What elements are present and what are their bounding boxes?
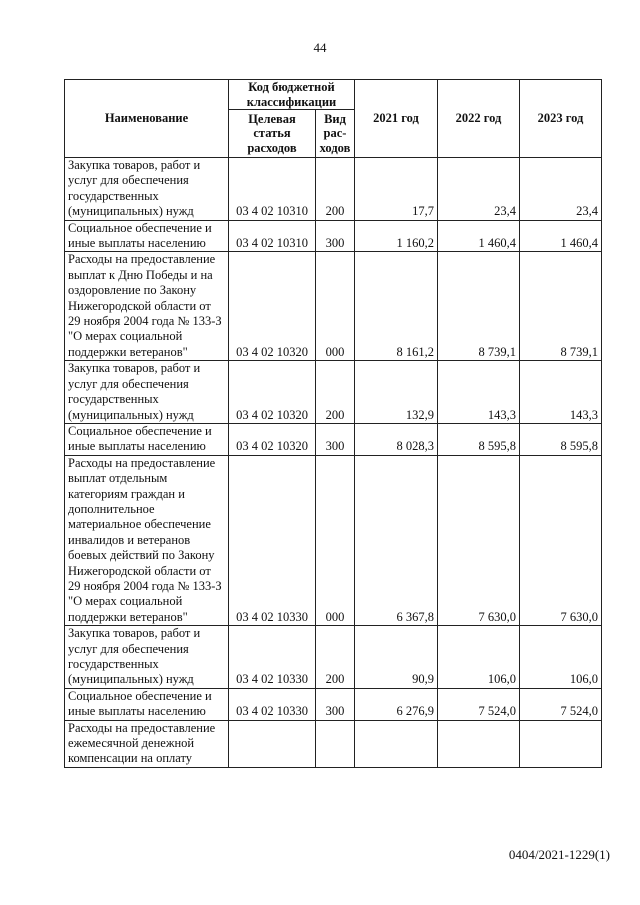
row-code [229, 720, 316, 767]
row-2022: 7 524,0 [438, 688, 520, 720]
table-row [65, 423, 602, 455]
row-code: 03 4 02 10330 [229, 455, 316, 625]
row-2022: 7 630,0 [438, 455, 520, 625]
row-2023: 7 524,0 [520, 688, 602, 720]
row-name: Закупка товаров, работ и услуг для обеспечения государственных (муниципальных) нужд [65, 158, 229, 221]
row-2022 [438, 720, 520, 767]
row-2023: 8 595,8 [520, 423, 602, 455]
row-code: 03 4 02 10330 [229, 626, 316, 689]
table-row [65, 455, 602, 625]
row-code: 03 4 02 10320 [229, 361, 316, 424]
row-name: Расходы на предоставление ежемесячной денежной компенсации на оплату [65, 720, 229, 767]
table-row [65, 626, 602, 689]
row-2021: 6 367,8 [355, 455, 438, 625]
row-name: Социальное обеспечение и иные выплаты населению [65, 220, 229, 252]
row-2021: 6 276,9 [355, 688, 438, 720]
table-row [65, 158, 602, 221]
row-2023: 8 739,1 [520, 252, 602, 361]
row-2022: 106,0 [438, 626, 520, 689]
table-row [65, 220, 602, 252]
row-2022: 8 595,8 [438, 423, 520, 455]
row-kind: 200 [316, 158, 355, 221]
row-2023: 1 460,4 [520, 220, 602, 252]
row-2022: 23,4 [438, 158, 520, 221]
header-name: Наименование [65, 80, 229, 158]
header-2023: 2023 год [520, 80, 602, 158]
row-2022: 143,3 [438, 361, 520, 424]
row-code: 03 4 02 10310 [229, 158, 316, 221]
row-code: 03 4 02 10330 [229, 688, 316, 720]
row-kind: 200 [316, 626, 355, 689]
table-row [65, 720, 602, 767]
row-2023: 7 630,0 [520, 455, 602, 625]
footer-document-number: 0404/2021-1229(1) [508, 847, 610, 862]
row-2021: 90,9 [355, 626, 438, 689]
row-kind: 200 [316, 361, 355, 424]
row-2021: 8 028,3 [355, 423, 438, 455]
row-2023: 23,4 [520, 158, 602, 221]
row-2021: 8 161,2 [355, 252, 438, 361]
row-name: Расходы на предоставление выплат отдельным категориям граждан и дополнительное материальное обеспечение инвалидов и ветеранов боевых действий по Закону Нижегородской области от 29 ноября 2004 года № 133-З "О мерах социальной поддержки ветеранов" [65, 455, 229, 625]
row-2021: 1 160,2 [355, 220, 438, 252]
row-2023: 106,0 [520, 626, 602, 689]
row-kind: 000 [316, 455, 355, 625]
budget-table [64, 79, 602, 768]
table-row [65, 688, 602, 720]
row-kind: 300 [316, 220, 355, 252]
row-2023 [520, 720, 602, 767]
header-classification-group: Код бюджетной классификации [229, 80, 355, 110]
row-name: Социальное обеспечение и иные выплаты населению [65, 688, 229, 720]
header-2021: 2021 год [355, 80, 438, 158]
page-number: 44 [313, 40, 327, 55]
row-2022: 1 460,4 [438, 220, 520, 252]
header-target-article: Целевая статья расходов [229, 110, 316, 158]
row-kind: 300 [316, 423, 355, 455]
row-code: 03 4 02 10320 [229, 423, 316, 455]
row-code: 03 4 02 10320 [229, 252, 316, 361]
row-name: Закупка товаров, работ и услуг для обеспечения государственных (муниципальных) нужд [65, 361, 229, 424]
row-code: 03 4 02 10310 [229, 220, 316, 252]
row-name: Расходы на предоставление выплат к Дню Победы и на оздоровление по Закону Нижегородской области от 29 ноября 2004 года № 133-З "О мерах социальной поддержки ветеранов" [65, 252, 229, 361]
row-kind [316, 720, 355, 767]
table-header [65, 80, 602, 158]
row-name: Закупка товаров, работ и услуг для обеспечения государственных (муниципальных) нужд [65, 626, 229, 689]
row-2021 [355, 720, 438, 767]
row-2023: 143,3 [520, 361, 602, 424]
table-row [65, 252, 602, 361]
row-2021: 132,9 [355, 361, 438, 424]
row-2022: 8 739,1 [438, 252, 520, 361]
row-name: Социальное обеспечение и иные выплаты населению [65, 423, 229, 455]
row-kind: 000 [316, 252, 355, 361]
table-row [65, 361, 602, 424]
row-2021: 17,7 [355, 158, 438, 221]
table-body [65, 158, 602, 768]
header-2022: 2022 год [438, 80, 520, 158]
header-expense-type: Вид рас-ходов [316, 110, 355, 158]
row-kind: 300 [316, 688, 355, 720]
